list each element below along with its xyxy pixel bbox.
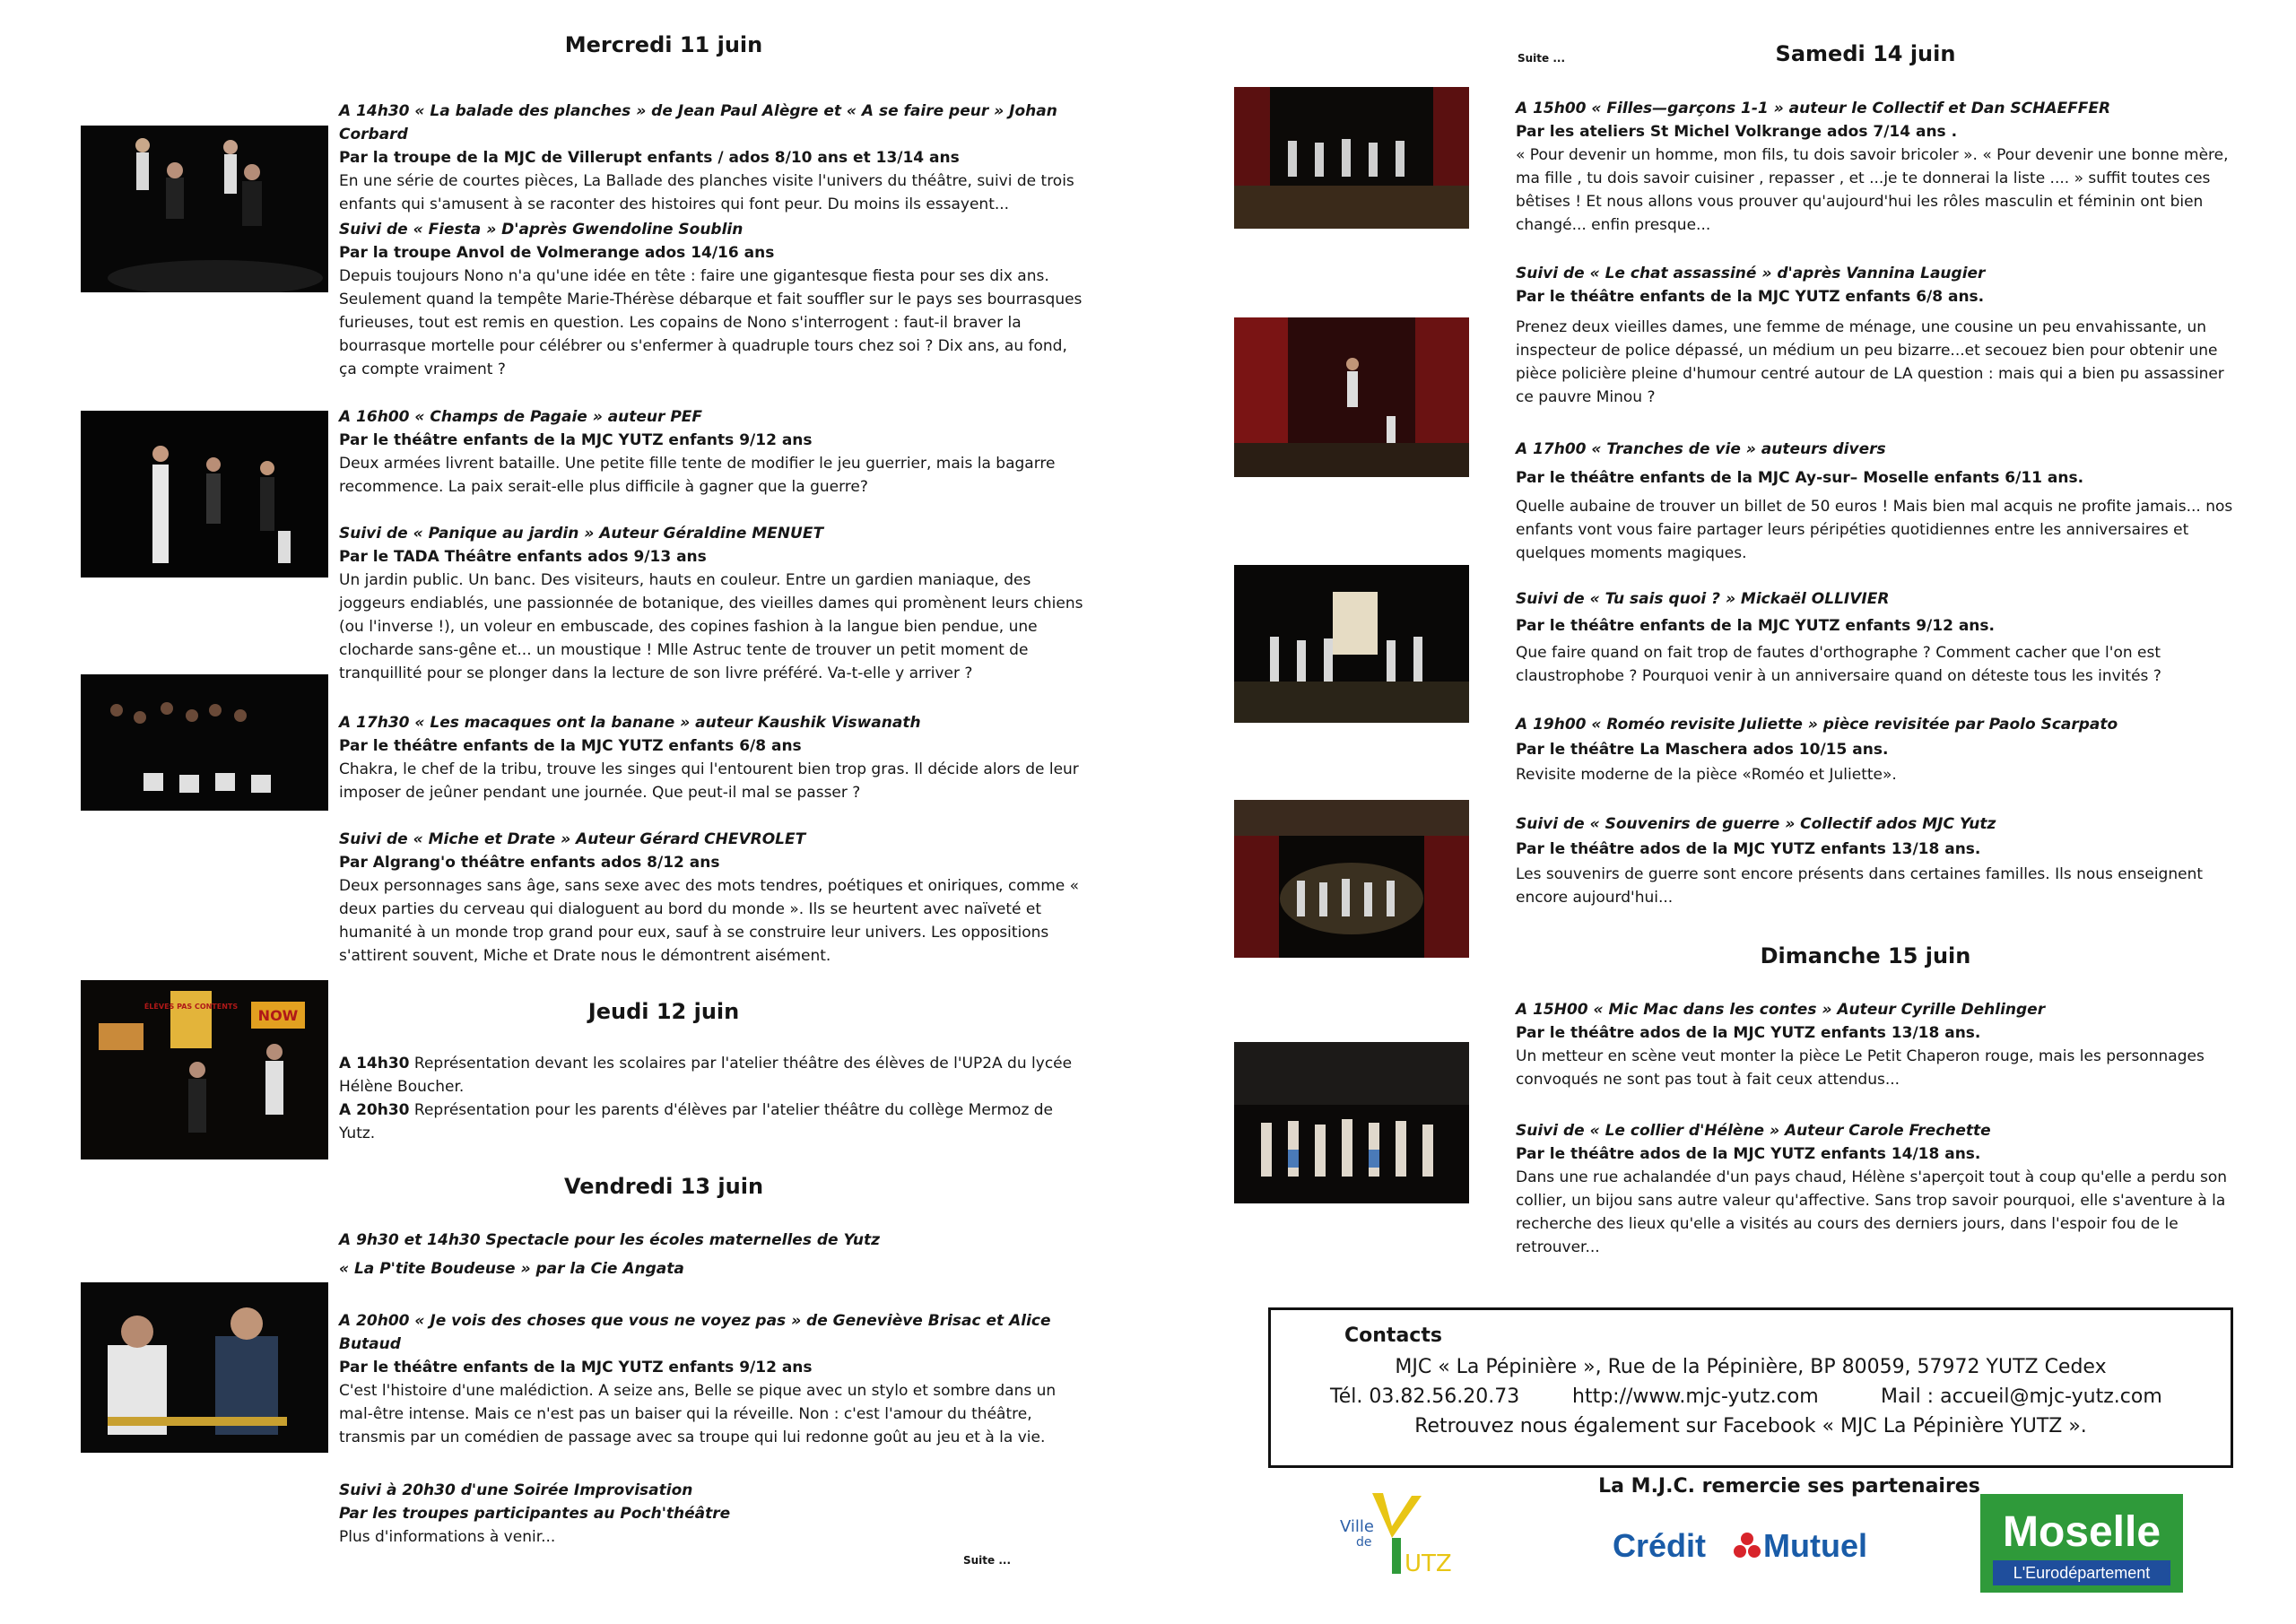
event-title: A 9h30 et 14h30 Spectacle pour les écoles maternelles de Yutz [339, 1231, 881, 1249]
mutuel-text: Mutuel [1763, 1527, 1867, 1564]
contacts-title: Contacts [1344, 1324, 1442, 1347]
event-troupe: Par la troupe de la MJC de Villerupt enfants / ados 8/10 ans et 13/14 ans [339, 149, 960, 167]
event-title: Suivi de « Fiesta » D'après Gwendoline Soublin [339, 221, 744, 239]
yutz-ville-text: Ville [1340, 1517, 1374, 1536]
day-heading-mercredi: Mercredi 11 juin [564, 32, 763, 57]
event-chat-assassine [1516, 262, 2233, 409]
event-description: Chakra, le chef de la tribu, trouve les singes qui l'entourent bien trop gras. Il décide alors de leur imposer de jeûner pendant une journée. Que peut-il mal se passer ? [339, 760, 1079, 802]
event-maternelles [339, 1229, 1083, 1252]
yutz-de-text: de [1356, 1535, 1372, 1550]
photo-balade-des-planches [81, 126, 328, 292]
day-heading-vendredi: Vendredi 13 juin [563, 1174, 764, 1199]
ville-de-yutz-logo [1336, 1489, 1471, 1578]
event-description: Deux armées livrent bataille. Une petite fille tente de modifier le jeu guerrier, mais la bagarre recommence. La paix serait-elle plus difficile à gagner que la guerre? [339, 455, 1056, 496]
event-miche-et-drate [339, 828, 1083, 968]
day-heading-jeudi: Jeudi 12 juin [587, 999, 740, 1024]
yutz-name-text: UTZ [1405, 1550, 1452, 1577]
event-balade-des-planches [339, 100, 1083, 216]
event-title: Suivi de « Souvenirs de guerre » Collectif ados MJC Yutz [1516, 815, 1996, 833]
stage-photo-illustration [81, 674, 328, 811]
photo-macaques [81, 674, 328, 811]
contacts-mail[interactable]: Mail : accueil@mjc-yutz.com [1881, 1385, 2162, 1408]
event-troupe: Par le théâtre enfants de la MJC YUTZ enfants 6/8 ans. [1516, 288, 1985, 306]
event-title: Suivi de « Miche et Drate » Auteur Gérard CHEVROLET [339, 830, 806, 848]
event-troupe: Par le théâtre La Maschera ados 10/15 ans. [1516, 741, 1889, 759]
event-troupe: Par le théâtre enfants de la MJC Ay-sur– Moselle enfants 6/11 ans. [1516, 469, 2084, 487]
event-title: A 15H00 « Mic Mac dans les contes » Auteur Cyrille Dehlinger [1516, 1001, 2046, 1019]
event-troupe: Par le théâtre ados de la MJC YUTZ enfants 13/18 ans. [1516, 1024, 1981, 1042]
yutz-logo-icon [1336, 1489, 1471, 1578]
event-fiesta [339, 218, 1083, 381]
event-tu-sais-quoi [1516, 587, 2233, 688]
event-troupe: Par le théâtre enfants de la MJC YUTZ enfants 6/8 ans [339, 737, 802, 755]
event-title: A 20h00 « Je vois des choses que vous ne voyez pas » de Geneviève Brisac et Alice Butaud [339, 1312, 1051, 1353]
event-jeudi-2030 [339, 1099, 1083, 1145]
credit-mutuel-logo [1613, 1523, 1900, 1568]
photo-je-vois-des-choses [81, 1282, 328, 1453]
credit-text: Crédit [1613, 1527, 1707, 1564]
photo-chat-assassine [1234, 317, 1469, 477]
photo-mic-mac [1234, 1042, 1469, 1203]
stage-photo-illustration [1234, 87, 1469, 229]
day-heading-dimanche: Dimanche 15 juin [1760, 943, 1971, 968]
stage-photo-illustration [81, 126, 328, 292]
event-description: Revisite moderne de la pièce «Roméo et Juliette». [1516, 766, 1897, 784]
event-mic-mac [1516, 998, 2233, 1091]
event-description: Plus d'informations à venir... [339, 1528, 556, 1546]
stage-photo-illustration [81, 980, 328, 1159]
event-description: Prenez deux vieilles dames, une femme de ménage, une cousine un peu envahissante, un inspecteur de police dépassé, un médium un peu bizarre...et secouez bien pour obtenir une pièce policière pleine d'humour centré autour de LA question : mais qui a bien pu assassiner ce pauvre Minou ? [1516, 318, 2224, 406]
event-ptite-boudeuse [339, 1257, 1083, 1281]
event-description: Représentation devant les scolaires par l'atelier théâtre des élèves de l'UP2A du lycée Hélène Boucher. [339, 1055, 1073, 1096]
event-soiree-improvisation [339, 1479, 1083, 1549]
event-troupe: Par les ateliers St Michel Volkrange ados 7/14 ans . [1516, 123, 1958, 141]
day-heading-samedi: Samedi 14 juin [1775, 41, 1956, 66]
event-title: A 15h00 « Filles—garçons 1-1 » auteur le Collectif et Dan SCHAEFFER [1516, 100, 2111, 117]
photo-tu-sais-quoi [1234, 565, 1469, 723]
contacts-tel: Tél. 03.82.56.20.73 [1330, 1385, 1520, 1408]
event-romeo-juliette [1516, 713, 2233, 786]
event-description: Depuis toujours Nono n'a qu'une idée en tête : faire une gigantesque fiesta pour ses dix ans. Seulement quand la tempête Marie-Thérèse débarque et fait souffler sur le pays ses bourrasques furieuses, tout est remis en question. Les copains de Nono s'interrogent : faut-il braver la bourrasque mortelle pour célébrer ou s'enfermer à quadruple tours chez soi ? Dix ans, au fond, ça compte vraiment ? [339, 267, 1083, 378]
event-tranches-de-vie [1516, 438, 2233, 565]
event-title: « La P'tite Boudeuse » par la Cie Angata [339, 1260, 684, 1278]
event-troupe: Par le théâtre enfants de la MJC YUTZ enfants 9/12 ans [339, 1359, 813, 1376]
event-troupe: Par Algrang'o théâtre enfants ados 8/12 ans [339, 854, 720, 872]
event-title: Suivi de « Le chat assassiné » d'après Vannina Laugier [1516, 265, 1986, 282]
stage-photo-illustration [81, 1282, 328, 1453]
event-description: Quelle aubaine de trouver un billet de 50 euros ! Mais bien mal acquis ne profite jamais... nos enfants vont vous faire partager leurs péripéties quotidiennes entre les anniversaires et quelques moments magiques. [1516, 498, 2233, 562]
moselle-text: Moselle [2002, 1508, 2161, 1556]
event-title: Suivi de « Tu sais quoi ? » Mickaël OLLIVIER [1516, 590, 1890, 608]
event-je-vois-des-choses [339, 1309, 1083, 1449]
moselle-logo-icon [1980, 1494, 2183, 1593]
event-troupe: Par le théâtre ados de la MJC YUTZ enfants 14/18 ans. [1516, 1145, 1981, 1163]
stage-photo-illustration [1234, 1042, 1469, 1203]
event-description: Représentation pour les parents d'élèves par l'atelier théâtre du collège Mermoz de Yutz. [339, 1101, 1054, 1142]
event-troupe: Par la troupe Anvol de Volmerange ados 14/16 ans [339, 244, 775, 262]
stage-photo-illustration [81, 411, 328, 578]
event-description: Que faire quand on fait trop de fautes d'orthographe ? Comment cacher que l'on est claustrophobe ? Pourquoi venir à un anniversaire quand on déteste tous les invités ? [1516, 644, 2161, 685]
event-troupe: Par les troupes participantes au Poch'théâtre [339, 1505, 731, 1523]
moselle-logo [1980, 1494, 2183, 1593]
event-jeudi-1430 [339, 1052, 1083, 1099]
event-title: Suivi de « Le collier d'Hélène » Auteur Carole Frechette [1516, 1122, 1991, 1140]
event-collier-helene [1516, 1119, 2233, 1259]
credit-mutuel-icon [1613, 1523, 1900, 1568]
contacts-web[interactable]: http://www.mjc-yutz.com [1572, 1385, 1819, 1408]
stage-photo-illustration [1234, 565, 1469, 723]
partners-title: La M.J.C. remercie ses partenaires [1598, 1475, 1980, 1498]
photo-filles-garcons [1234, 87, 1469, 229]
event-description: Les souvenirs de guerre sont encore présents dans certaines familles. Ils nous enseignent encore aujourd'hui... [1516, 865, 2204, 907]
event-troupe: Par le TADA Théâtre enfants ados 9/13 ans [339, 548, 707, 566]
event-title: A 14h30 « La balade des planches » de Jean Paul Alègre et « A se faire peur » Johan Corbard [339, 102, 1057, 143]
event-title: A 16h00 « Champs de Pagaie » auteur PEF [339, 408, 703, 426]
suite-label: Suite ... [963, 1554, 1012, 1567]
event-macaques [339, 711, 1083, 804]
event-time: A 20h30 [339, 1101, 410, 1119]
photo-souvenirs-de-guerre [1234, 800, 1469, 958]
placard-text: ÉLÈVES PAS CONTENTS [144, 1003, 239, 1011]
event-troupe: Par le théâtre enfants de la MJC YUTZ enfants 9/12 ans. [1516, 617, 1995, 635]
event-description: Dans une rue achalandée d'un pays chaud, Hélène s'aperçoit tout à coup qu'elle a perdu son collier, un bijou sans autre valeur qu'affective. Sans trop savoir pourquoi, elle s'aventure à la recherche des lieux qu'elle a visités au cours des derniers jours, dans l'espoir fou de le retrouver... [1516, 1168, 2228, 1256]
contacts-facebook: Retrouvez nous également sur Facebook « MJC La Pépinière YUTZ ». [1414, 1415, 2087, 1437]
event-description: Deux personnages sans âge, sans sexe avec des mots tendres, poétiques et oniriques, comme « deux parties du cerveau qui dialoguent au bord du monde ». Ils se heurtent avec naïveté et humanité à un monde trop grand pour eux, sauf à se construire leur univers. Les oppositions s'attirent souvent, Miche et Drate nous le démontrent aisément. [339, 877, 1080, 965]
event-title: Suivi à 20h30 d'une Soirée Improvisation [339, 1481, 693, 1499]
stage-photo-illustration [1234, 800, 1469, 958]
contacts-address: MJC « La Pépinière », Rue de la Pépinière, BP 80059, 57972 YUTZ Cedex [1395, 1356, 2107, 1378]
event-troupe: Par le théâtre enfants de la MJC YUTZ enfants 9/12 ans [339, 431, 813, 449]
photo-jeudi-placards [81, 980, 328, 1159]
photo-champs-de-pagaie [81, 411, 328, 578]
event-title: A 17h00 « Tranches de vie » auteurs divers [1516, 440, 1886, 458]
event-description: Un metteur en scène veut monter la pièce Le Petit Chaperon rouge, mais les personnages convoqués ne sont pas tout à fait ceux attendus... [1516, 1047, 2205, 1089]
placard-now: NOW [257, 1007, 299, 1024]
event-title: A 19h00 « Roméo revisite Juliette » pièce revisitée par Paolo Scarpato [1516, 716, 2118, 734]
event-description: Un jardin public. Un banc. Des visiteurs, hauts en couleur. Entre un gardien maniaque, des joggeurs endiablés, une passionnée de botanique, des vieilles dames qui promènent leurs chiens (ou l'inverse !), un voleur en embuscade, des copines fashion à la langue bien pendue, une clocharde sans-gêne et... un moustique ! Mlle Astruc tente de trouver un petit moment de tranquillité pour se plonger dans la lecture de son livre préféré. Va-t-elle y arriver ? [339, 571, 1083, 682]
stage-photo-illustration [1234, 317, 1469, 477]
event-time: A 14h30 [339, 1055, 410, 1073]
event-title: Suivi de « Panique au jardin » Auteur Géraldine MENUET [339, 525, 824, 543]
moselle-sub-text: L'Eurodépartement [2013, 1564, 2151, 1582]
suite-label: Suite ... [1518, 52, 1566, 65]
event-champs-de-pagaie [339, 405, 1083, 499]
event-description: En une série de courtes pièces, La Ballade des planches visite l'univers du théâtre, suivi de trois enfants qui s'amusent à se raconter des histoires qui font peur. Du moins ils essayent... [339, 172, 1074, 213]
left-page [0, 0, 1130, 1624]
contacts-box [1268, 1307, 2233, 1468]
event-description: « Pour devenir un homme, mon fils, tu dois savoir bricoler ». « Pour devenir une bonne mère, ma fille , tu dois savoir cuisiner , repasser , et ...je te donnerai la liste .... » suffit toutes ces bêtises ! Et nous allons vous prouver qu'aujourd'hui les rôles masculin et féminin ont bien changé... enfin presque... [1516, 146, 2229, 234]
event-souvenirs-de-guerre [1516, 812, 2233, 909]
event-description: C'est l'histoire d'une malédiction. A seize ans, Belle se pique avec un stylo et sombre dans un mal-être intense. Mais ce n'est pas un baiser qui la réveille. Non : c'est l'amour du théâtre, transmis par un comédien de passage avec sa troupe qui lui redonne goût au jeu et à la vie. [339, 1382, 1057, 1446]
event-filles-garcons [1516, 97, 2233, 237]
event-troupe: Par le théâtre ados de la MJC YUTZ enfants 13/18 ans. [1516, 840, 1981, 858]
event-title: A 17h30 « Les macaques ont la banane » auteur Kaushik Viswanath [339, 714, 921, 732]
event-panique-au-jardin [339, 522, 1083, 685]
